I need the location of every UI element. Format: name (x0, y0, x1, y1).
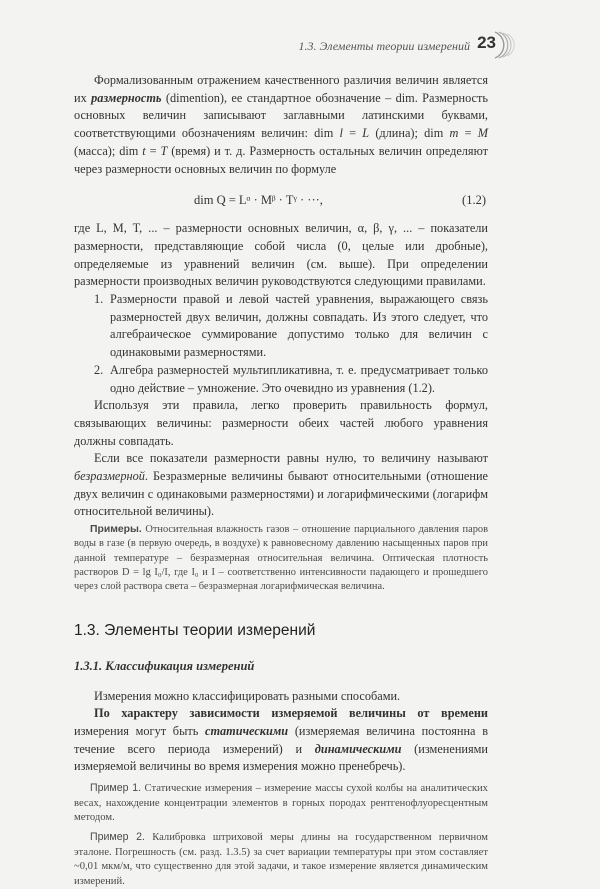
rules-list (74, 291, 488, 397)
example-1-label: Пример 1. (90, 782, 142, 795)
section-heading: 1.3. Элементы теории измерений (74, 622, 316, 640)
main-text (74, 72, 488, 889)
running-title: 1.3. Элементы теории измерений (298, 39, 470, 53)
term-dynamic: динамическими (314, 741, 402, 756)
list-item: 2. Алгебра размерностей мультипликативна, т. е. предусматривает только одно действие – умножение. Это очевидно из уравнения (1.2). (94, 362, 488, 395)
example-2: Пример 2. Калибровка штриховой меры длины на государственном первичном эталоне. Погрешность (см. разд. 1.3.5) за счет вариации температуры при этом составляет ~0,01 мкм/м, что существенно для этой задачи, и такое измерение является динамическим измерений. (74, 831, 488, 887)
term-dimensionless: безразмерной (74, 469, 145, 484)
formula-1-2 (74, 184, 488, 216)
paragraph-dimension-intro: Формализованным отражением качественного различия величин является их размерность (dimention), ее стандартное обозначение – dim. Размерность основных величин записывают заглавными латинскими буквами, соответствующими обозначениям величин: dim l = L (длина); dim m = M (масса); dim t = T (время) и т. д. Размерность остальных величин определяют через размерности основных величин по формуле (74, 73, 488, 176)
subsection-heading: 1.3.1. Классификация измерений (74, 658, 255, 673)
paragraph-exponents: где L, M, T, ... – размерности основных величин, α, β, γ, ... – показатели размерности, представляющие собой числа (0, целые или дробные), определяемые из уравнений величин (см. выше). При определении размерности производных величин руководствуются следующими правилами. (74, 221, 488, 289)
lead-phrase: По характеру зависимости измеряемой величины от времени (94, 706, 488, 721)
example-1: Пример 1. Статические измерения – измерение массы сухой колбы на аналитических весах, нахождение концентрации элементов в горных породах рентгенофлуоресцентным методом. (74, 782, 488, 823)
paragraph-classification: Измерения можно классифицировать разными способами. (94, 688, 401, 703)
examples-label: Примеры. (90, 524, 142, 536)
example-2-label: Пример 2. (90, 831, 145, 844)
paragraph-dimensionless: Если все показатели размерности равны нулю, то величину называют безразмерной. Безразмерные величины бывают относительными (отношение двух величин с одинаковыми размерностями) и логарифмическими (логарифм относительной величины). (74, 451, 488, 519)
term-static: статическими (205, 724, 289, 738)
list-item: 1. Размерности правой и левой частей уравнения, выражающего связь размерностей двух величин, должны совпадать. Из этого следует, что алгебраическое суммирование допустимо только для величин с одинаковыми размерностями. (94, 292, 488, 360)
formula-expression: dim Q = Lᵅ · Mᵝ · Tᵞ · ···, (194, 193, 323, 208)
paragraph-check-formulas: Используя эти правила, легко проверить правильность формул, связывающих величины: размерности обеих частей любого уравнения должны совпадать. (74, 398, 488, 448)
page-number: 23 (477, 33, 496, 52)
paragraph-time-dependence: По характеру зависимости измеряемой величины от времени измерения могут быть статическими (измеряемая величина постоянна в течение всего периода измерений) и динамическими (изменениями измеряемой величины во время измерения можно пренебречь). (74, 706, 488, 774)
page-number-rings-icon (489, 28, 523, 62)
formula-number: (1.2) (462, 193, 486, 208)
examples-note: Примеры. Относительная влажность газов – отношение парциального давления паров воды в газе (в первую очередь, в воздухе) к равновесному давлению насыщенных паров при данной температуре – безразмерная относительная величина. Оптическая плотность растворов D = lg I₀/I, где I₀ и I – соответственно интенсивности падающего и прошедшего через слой раствора света – безразмерная логарифмическая величина. (74, 524, 488, 592)
term-dimension: размерность (91, 90, 162, 105)
